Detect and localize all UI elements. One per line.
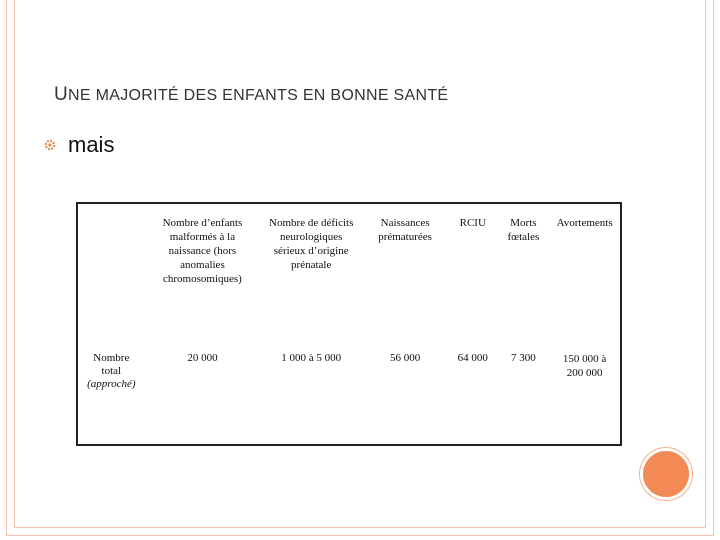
table-cell: 64 000	[457, 352, 488, 364]
slide-title	[54, 84, 448, 106]
header-cell: Morts fœtales	[507, 217, 540, 243]
header-cell-empty	[77, 203, 145, 338]
bullet-text: mais	[68, 132, 115, 157]
header-cell: Naissances prématurées	[378, 217, 432, 243]
row-label	[77, 338, 145, 445]
gear-icon	[44, 139, 56, 151]
row-label-line: (approché)	[87, 378, 136, 390]
header-cell: Nombre d’enfants malformés à la naissance (hors anomalies chromosomiques)	[162, 217, 243, 285]
table-cell: 1 000 à 5 000	[281, 352, 342, 364]
title-first-letter: U	[54, 84, 69, 105]
data-table	[76, 202, 622, 446]
table-cell: 56 000	[389, 352, 421, 364]
row-label-line: Nombre	[93, 352, 130, 364]
table-cell: 7 300	[511, 352, 536, 364]
table-cell: 20 000	[187, 352, 218, 364]
row-label-line: total	[101, 365, 122, 377]
table-header-row	[77, 203, 621, 338]
header-cell: Nombre de déficits neurologiques sérieux d’origine prénatale	[269, 217, 354, 271]
title-rest: NE MAJORITÉ DES ENFANTS EN BONNE SANTÉ	[68, 87, 449, 104]
header-cell: Avortements	[556, 217, 613, 229]
bullet-item	[44, 132, 114, 158]
decorative-circle	[640, 448, 692, 500]
table-row	[77, 338, 621, 445]
header-cell: RCIU	[459, 217, 486, 229]
table-cell: 150 000 à 200 000	[562, 353, 607, 379]
